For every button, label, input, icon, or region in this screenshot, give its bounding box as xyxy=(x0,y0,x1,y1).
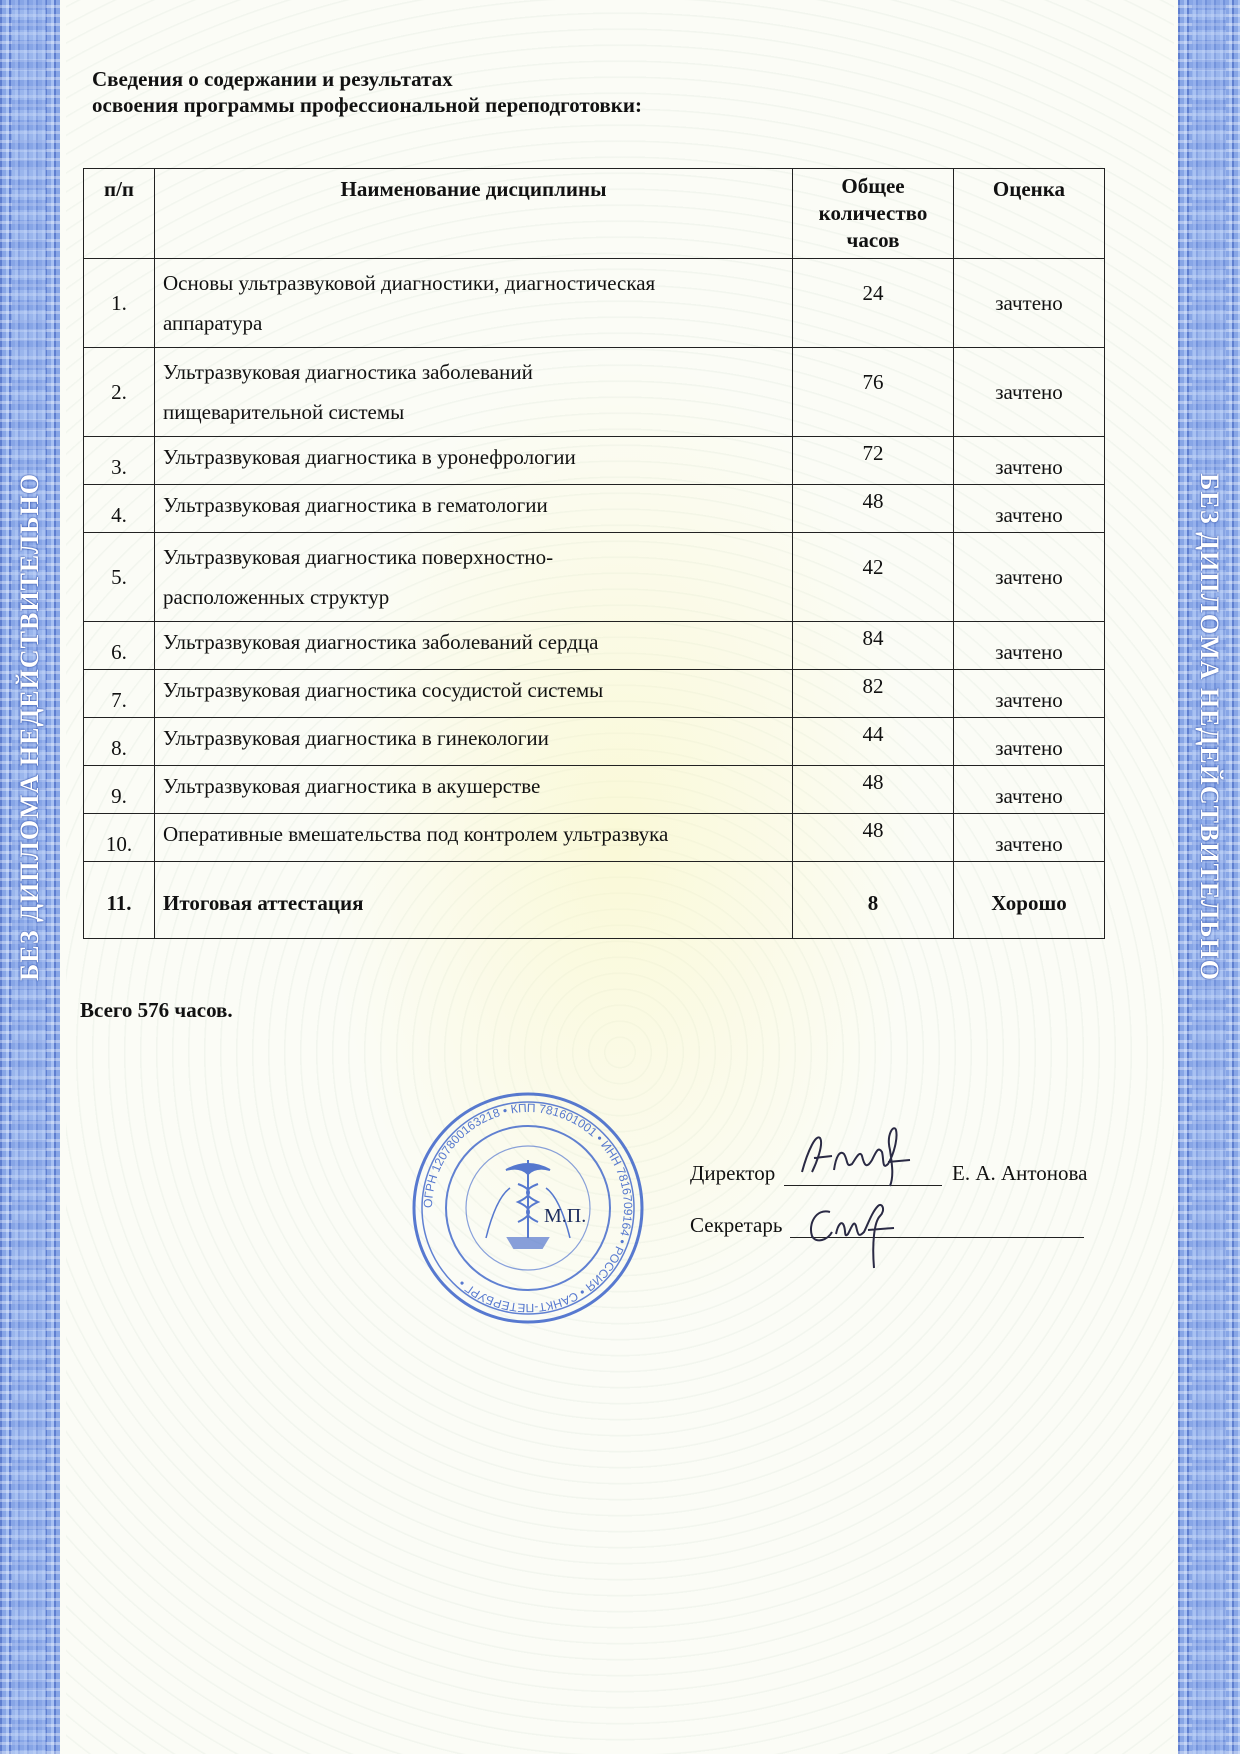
row-discipline-name: Основы ультразвуковой диагностики, диагностическая аппаратура xyxy=(155,259,793,348)
row-grade: зачтено xyxy=(954,718,1105,766)
row-discipline-name: Ультразвуковая диагностика в гинекологии xyxy=(155,718,793,766)
director-signature xyxy=(790,1120,940,1190)
row-discipline-name: Ультразвуковая диагностика в акушерстве xyxy=(155,766,793,814)
table-row xyxy=(84,814,1105,862)
row-num: 10. xyxy=(84,814,155,862)
secretary-label: Секретарь xyxy=(690,1213,783,1237)
table-header-row xyxy=(84,169,1105,259)
row-hours: 42 xyxy=(793,533,954,622)
row-num: 6. xyxy=(84,622,155,670)
row-num: 3. xyxy=(84,437,155,485)
row-num: 4. xyxy=(84,485,155,533)
final-num: 11. xyxy=(84,862,155,939)
heading-line-1: Сведения о содержании и результатах xyxy=(92,67,453,91)
row-hours: 76 xyxy=(793,348,954,437)
row-num: 5. xyxy=(84,533,155,622)
row-discipline-name: Ультразвуковая диагностика сосудистой системы xyxy=(155,670,793,718)
row-hours: 48 xyxy=(793,485,954,533)
row-grade: зачтено xyxy=(954,533,1105,622)
director-name: Е. А. Антонова xyxy=(952,1161,1088,1185)
left-security-border xyxy=(0,0,60,1754)
row-discipline-name: Ультразвуковая диагностика в гематологии xyxy=(155,485,793,533)
seal-ring-text: ОГРН 1207800163218 • КПП 781601001 • ИНН 7816709164 • РОССИЯ • САНКТ-ПЕТЕРБУРГ • xyxy=(420,1100,636,1316)
final-row xyxy=(84,862,1105,939)
final-grade: Хорошо xyxy=(954,862,1105,939)
seal-mp-text: М.П. xyxy=(544,1205,587,1227)
header-name: Наименование дисциплины xyxy=(155,169,793,259)
total-hours: Всего 576 часов. xyxy=(80,998,233,1022)
header-num: п/п xyxy=(84,169,155,259)
official-seal xyxy=(408,1088,648,1328)
right-border-text: БЕЗ ДИПЛОМА НЕДЕЙСТВИТЕЛЬНО xyxy=(1195,473,1224,981)
row-hours: 48 xyxy=(793,814,954,862)
row-grade: зачтено xyxy=(954,485,1105,533)
row-num: 8. xyxy=(84,718,155,766)
row-num: 9. xyxy=(84,766,155,814)
row-hours: 44 xyxy=(793,718,954,766)
table-row xyxy=(84,766,1105,814)
table-row xyxy=(84,670,1105,718)
director-signature-row xyxy=(690,1142,1110,1194)
left-border-text: БЕЗ ДИПЛОМА НЕДЕЙСТВИТЕЛЬНО xyxy=(15,473,44,981)
row-num: 7. xyxy=(84,670,155,718)
row-grade: зачтено xyxy=(954,670,1105,718)
table-row xyxy=(84,718,1105,766)
row-grade: зачтено xyxy=(954,259,1105,348)
director-label: Директор xyxy=(690,1161,776,1185)
table-row xyxy=(84,622,1105,670)
table-row xyxy=(84,259,1105,348)
row-hours: 24 xyxy=(793,259,954,348)
secretary-signature-row xyxy=(690,1194,1110,1246)
row-discipline-name: Оперативные вмешательства под контролем ультразвука xyxy=(155,814,793,862)
row-grade: зачтено xyxy=(954,814,1105,862)
header-grade: Оценка xyxy=(954,169,1105,259)
row-num: 1. xyxy=(84,259,155,348)
row-grade: зачтено xyxy=(954,348,1105,437)
final-name: Итоговая аттестация xyxy=(155,862,793,939)
secretary-signature xyxy=(802,1194,912,1274)
row-grade: зачтено xyxy=(954,622,1105,670)
row-hours: 72 xyxy=(793,437,954,485)
row-discipline-name: Ультразвуковая диагностика в уронефрологии xyxy=(155,437,793,485)
document-heading xyxy=(92,66,642,118)
table-row xyxy=(84,348,1105,437)
table-row xyxy=(84,437,1105,485)
caduceus-icon xyxy=(486,1160,570,1248)
row-discipline-name: Ультразвуковая диагностика поверхностно- расположенных структур xyxy=(155,533,793,622)
row-discipline-name: Ультразвуковая диагностика заболеваний пищеварительной системы xyxy=(155,348,793,437)
table-row xyxy=(84,533,1105,622)
row-grade: зачтено xyxy=(954,766,1105,814)
row-hours: 82 xyxy=(793,670,954,718)
right-security-border xyxy=(1178,0,1240,1754)
heading-line-2: освоения программы профессиональной переподготовки: xyxy=(92,93,642,117)
row-hours: 84 xyxy=(793,622,954,670)
row-discipline-name: Ультразвуковая диагностика заболеваний сердца xyxy=(155,622,793,670)
row-hours: 48 xyxy=(793,766,954,814)
disciplines-table xyxy=(83,168,1105,939)
header-hours: Общее количество часов xyxy=(793,169,954,259)
row-num: 2. xyxy=(84,348,155,437)
signature-block xyxy=(690,1142,1110,1246)
final-hours: 8 xyxy=(793,862,954,939)
table-row xyxy=(84,485,1105,533)
row-grade: зачтено xyxy=(954,437,1105,485)
